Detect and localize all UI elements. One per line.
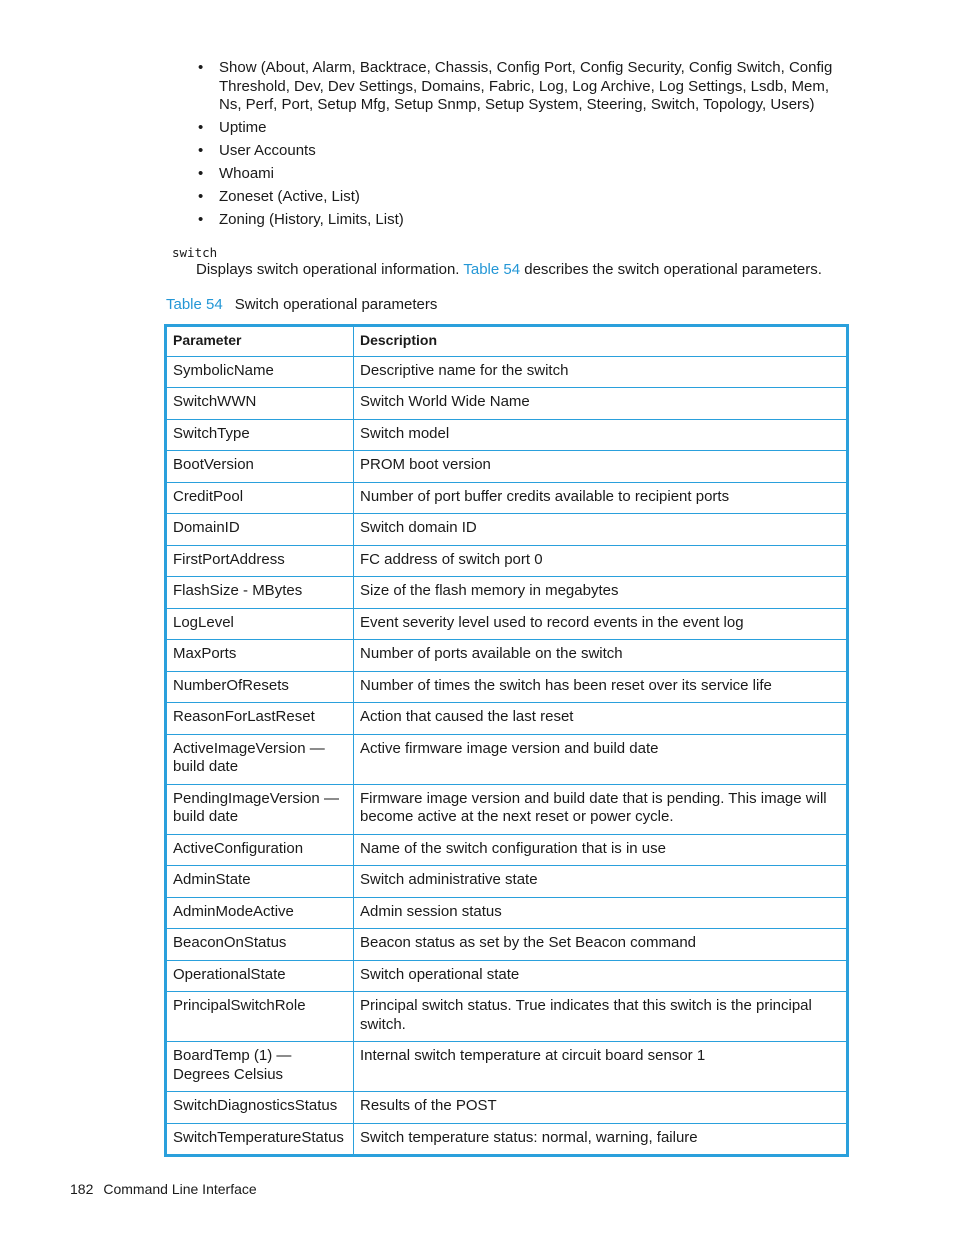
table-row [166,992,848,1042]
parameter-cell: AdminState [166,866,354,898]
table-title: Switch operational parameters [234,296,438,313]
table-row [166,960,848,992]
description-cell: Number of times the switch has been reset over its service life [354,671,848,703]
description-cell: Firmware image version and build date that is pending. This image will become active at the next reset or power cycle. [354,784,848,834]
parameter-cell: ActiveConfiguration [166,834,354,866]
description-cell: Event severity level used to record events in the event log [354,608,848,640]
bullet-icon: • [198,211,204,228]
description-cell: Switch administrative state [354,866,848,898]
parameter-cell: DomainID [166,514,354,546]
list-item-text: Zoneset (Active, List) [219,188,360,205]
description-cell: Switch operational state [354,960,848,992]
list-item-text: Uptime [219,119,267,136]
description-cell: Results of the POST [354,1092,848,1124]
table-row [166,1092,848,1124]
list-item [196,188,846,207]
description-cell: Number of ports available on the switch [354,640,848,672]
table-row [166,671,848,703]
description-cell: Switch domain ID [354,514,848,546]
parameter-cell: OperationalState [166,960,354,992]
description-cell: PROM boot version [354,451,848,483]
bullet-list [196,59,846,234]
parameter-cell: PrincipalSwitchRole [166,992,354,1042]
table-row [166,834,848,866]
list-item-text: User Accounts [219,142,316,159]
bullet-icon: • [198,188,204,205]
parameter-cell: SwitchType [166,419,354,451]
footer-section-title: Command Line Interface [103,1181,257,1197]
table-row [166,897,848,929]
table-row [166,640,848,672]
parameter-cell: BootVersion [166,451,354,483]
parameter-cell: CreditPool [166,482,354,514]
table-header-row [166,326,848,357]
table-row [166,577,848,609]
list-item-text: Whoami [219,165,275,182]
parameter-cell: LogLevel [166,608,354,640]
table-reference-link[interactable]: Table 54 [463,261,521,278]
parameter-cell: FlashSize - MBytes [166,577,354,609]
parameter-cell: ReasonForLastReset [166,703,354,735]
parameter-cell: FirstPortAddress [166,545,354,577]
parameter-cell: SwitchWWN [166,388,354,420]
parameter-cell: NumberOfResets [166,671,354,703]
table-row [166,608,848,640]
parameters-table [164,324,849,1157]
table-row [166,356,848,388]
description-cell: Admin session status [354,897,848,929]
table-body [166,356,848,1156]
description-cell: Internal switch temperature at circuit board sensor 1 [354,1042,848,1092]
table-row [166,866,848,898]
description-cell: Size of the flash memory in megabytes [354,577,848,609]
column-header-description: Description [354,326,848,357]
parameter-cell: SymbolicName [166,356,354,388]
command-description [196,261,822,279]
table-row [166,482,848,514]
table-row [166,451,848,483]
parameter-cell: SwitchDiagnosticsStatus [166,1092,354,1124]
table-row [166,784,848,834]
list-item [196,59,846,115]
description-cell: Descriptive name for the switch [354,356,848,388]
table-row [166,734,848,784]
description-cell: Switch model [354,419,848,451]
parameter-cell: BeaconOnStatus [166,929,354,961]
description-cell: Switch World Wide Name [354,388,848,420]
parameter-cell: MaxPorts [166,640,354,672]
command-name: switch [172,245,218,260]
table-row [166,514,848,546]
list-item [196,119,846,138]
description-cell: Number of port buffer credits available to recipient ports [354,482,848,514]
list-item [196,165,846,184]
parameter-cell: AdminModeActive [166,897,354,929]
description-cell: Active firmware image version and build date [354,734,848,784]
table-row [166,388,848,420]
description-cell: Action that caused the last reset [354,703,848,735]
table-row [166,1123,848,1156]
list-item-text: Show (About, Alarm, Backtrace, Chassis, Config Port, Config Security, Config Switch, Config Threshold, Dev, Dev Settings, Domains, Fabric, Log, Log Archive, Log Settings, Lsdb, Mem, Ns, Perf, Port, Setup Mfg, Setup Snmp, Setup System, Steering, Switch, Topology, Users) [219,59,833,113]
table-caption [166,296,437,314]
description-cell: Beacon status as set by the Set Beacon command [354,929,848,961]
command-description-text-end: describes the switch operational parameters. [520,261,822,278]
command-description-text: Displays switch operational information. [196,261,464,278]
list-item [196,142,846,161]
page-footer [70,1180,257,1198]
parameter-cell: BoardTemp (1) — Degrees Celsius [166,1042,354,1092]
description-cell: Name of the switch configuration that is in use [354,834,848,866]
table-row [166,545,848,577]
description-cell: FC address of switch port 0 [354,545,848,577]
column-header-parameter: Parameter [166,326,354,357]
table-row [166,703,848,735]
page-number: 182 [70,1181,94,1197]
parameter-cell: PendingImageVersion — build date [166,784,354,834]
table-row [166,419,848,451]
parameter-cell: SwitchTemperatureStatus [166,1123,354,1156]
description-cell: Switch temperature status: normal, warning, failure [354,1123,848,1156]
bullet-icon: • [198,165,204,182]
table-label: Table 54 [166,296,223,313]
description-cell: Principal switch status. True indicates that this switch is the principal switch. [354,992,848,1042]
bullet-icon: • [198,59,204,76]
table-row [166,1042,848,1092]
parameter-cell: ActiveImageVersion — build date [166,734,354,784]
table-row [166,929,848,961]
list-item-text: Zoning (History, Limits, List) [219,211,404,228]
list-item [196,211,846,230]
bullet-icon: • [198,142,204,159]
bullet-icon: • [198,119,204,136]
